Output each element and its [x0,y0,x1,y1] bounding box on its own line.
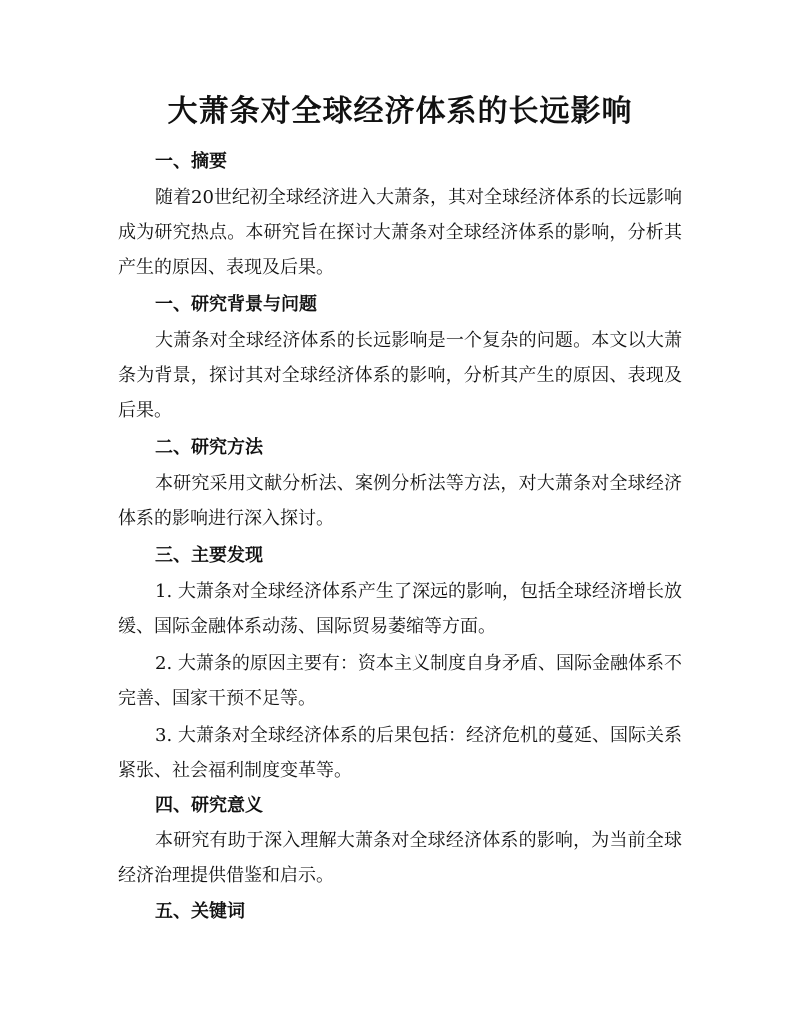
abstract-paragraph: 随着20世纪初全球经济进入大萧条，其对全球经济体系的长远影响成为研究热点。本研究旨在探讨大萧条对全球经济体系的影响，分析其产生的原因、表现及后果。 [118,187,682,278]
finding-paragraph-3: 3. 大萧条对全球经济体系的后果包括：经济危机的蔓延、国际关系紧张、社会福利制度变革等。 [118,725,682,781]
finding-paragraph-1: 1. 大萧条对全球经济体系产生了深远的影响，包括全球经济增长放缓、国际金融体系动荡、国际贸易萎缩等方面。 [118,581,682,637]
section-heading-background: 一、研究背景与问题 [155,294,317,315]
significance-paragraph: 本研究有助于深入理解大萧条对全球经济体系的影响，为当前全球经济治理提供借鉴和启示。 [118,830,682,886]
finding-paragraph-2: 2. 大萧条的原因主要有：资本主义制度自身矛盾、国际金融体系不完善、国家干预不足等。 [118,653,682,709]
methods-paragraph: 本研究采用文献分析法、案例分析法等方法，对大萧条对全球经济体系的影响进行深入探讨。 [118,473,682,529]
section-heading-significance: 四、研究意义 [155,795,263,816]
section-heading-keywords: 五、关键词 [155,901,245,922]
background-paragraph: 大萧条对全球经济体系的长远影响是一个复杂的问题。本文以大萧条为背景，探讨其对全球经济体系的影响，分析其产生的原因、表现及后果。 [118,330,682,421]
section-heading-methods: 二、研究方法 [155,437,263,458]
section-heading-abstract: 一、摘要 [155,151,227,172]
section-heading-findings: 三、主要发现 [155,545,263,566]
document-title: 大萧条对全球经济体系的长远影响 [167,94,633,129]
